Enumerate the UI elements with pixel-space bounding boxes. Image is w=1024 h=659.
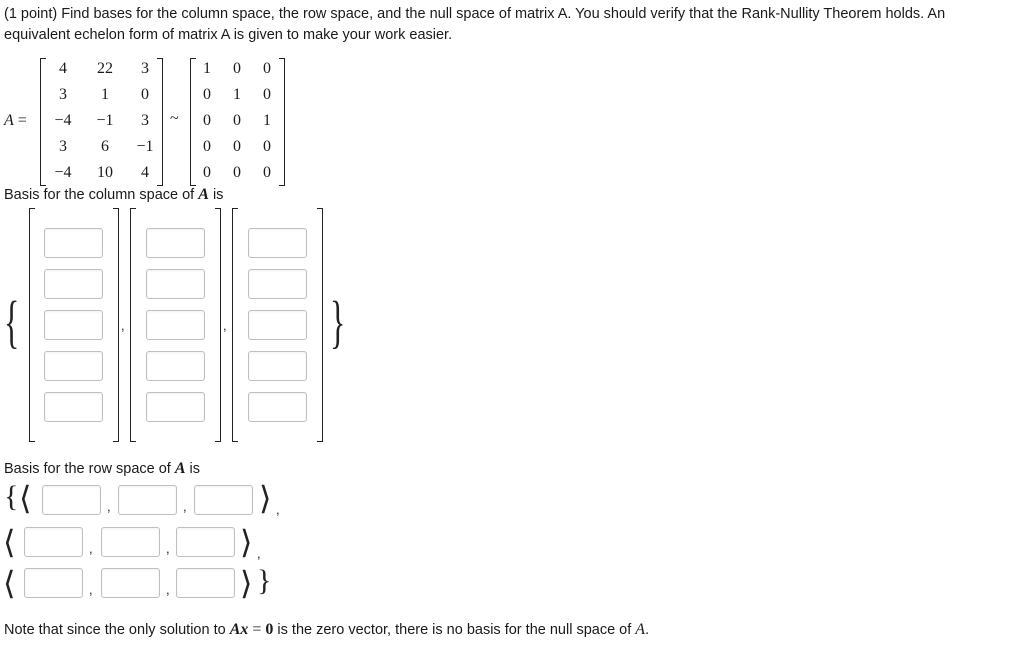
matrix-a-entry: 4: [59, 60, 67, 77]
column-vector-2-entry-1-input[interactable]: [146, 228, 205, 258]
matrix-a-entry: 1: [101, 86, 109, 103]
matrix-a-entry: 22: [97, 60, 113, 77]
row-vector-2-close-angle: ⟩: [240, 524, 253, 560]
echelon-entry: 0: [233, 112, 241, 129]
row-entry-separator: ,: [89, 582, 93, 597]
matrix-a-entry: 3: [141, 60, 149, 77]
row-vector-3-entry-3-input[interactable]: [176, 568, 235, 598]
echelon-entry: 0: [233, 138, 241, 155]
row-vector-separator: ,: [276, 502, 280, 517]
matrix-a-entry: −1: [96, 112, 114, 129]
null-space-note: Note that since the only solution to Ax = 0 is the zero vector, there is no basis for the null space of A.: [4, 621, 650, 638]
column-space-heading: Basis for the column space of A is: [4, 186, 224, 203]
row-vector-2-entry-1-input[interactable]: [24, 527, 83, 557]
echelon-entry: 0: [263, 138, 271, 155]
column-vector-3-entry-4-input[interactable]: [248, 351, 307, 381]
column-vector-3-right-bracket: [317, 208, 323, 442]
column-vector-1-entry-2-input[interactable]: [44, 269, 103, 299]
row-entry-separator: ,: [166, 582, 170, 597]
column-vector-2-entry-3-input[interactable]: [146, 310, 205, 340]
row-vector-1-open-angle: ⟨: [19, 480, 32, 516]
echelon-entry: 0: [233, 164, 241, 181]
row-entry-separator: ,: [183, 499, 187, 514]
column-vector-1-left-bracket: [29, 208, 35, 442]
row-vector-2-entry-2-input[interactable]: [101, 527, 160, 557]
column-vector-2-right-bracket: [215, 208, 221, 442]
column-vector-3-entry-3-input[interactable]: [248, 310, 307, 340]
column-vector-2-entry-4-input[interactable]: [146, 351, 205, 381]
matrix-a-label: A =: [4, 112, 27, 129]
echelon-entry: 0: [233, 60, 241, 77]
row-vector-3-entry-1-input[interactable]: [24, 568, 83, 598]
column-vector-3-entry-1-input[interactable]: [248, 228, 307, 258]
column-vector-3-entry-2-input[interactable]: [248, 269, 307, 299]
column-set-close-brace: }: [330, 289, 346, 354]
row-vector-1-entry-2-input[interactable]: [118, 485, 177, 515]
row-vector-3-open-angle: ⟨: [3, 565, 16, 601]
row-entry-separator: ,: [89, 541, 93, 556]
row-entry-separator: ,: [107, 499, 111, 514]
echelon-entry: 0: [263, 164, 271, 181]
column-vector-3-left-bracket: [232, 208, 238, 442]
column-set-open-brace: {: [4, 289, 20, 354]
echelon-left-bracket: [190, 58, 196, 186]
column-vector-1-entry-4-input[interactable]: [44, 351, 103, 381]
echelon-entry: 1: [233, 86, 241, 103]
echelon-entry: 0: [203, 86, 211, 103]
row-equivalent-symbol: ~: [170, 110, 179, 127]
row-vector-2-open-angle: ⟨: [3, 524, 16, 560]
matrix-a-entry: 10: [97, 164, 113, 181]
column-vector-3-entry-5-input[interactable]: [248, 392, 307, 422]
echelon-entry: 0: [203, 138, 211, 155]
echelon-entry: 1: [263, 112, 271, 129]
matrix-a-entry: −4: [54, 164, 72, 181]
equals-sign: =: [17, 112, 27, 129]
row-vector-1-close-angle: ⟩: [259, 480, 272, 516]
column-vector-2-left-bracket: [130, 208, 136, 442]
column-vector-separator: ,: [223, 318, 227, 333]
matrix-a-entry: 3: [59, 86, 67, 103]
column-vector-1-right-bracket: [113, 208, 119, 442]
matrix-a-entry: 6: [101, 138, 109, 155]
matrix-a-entry: 4: [141, 164, 149, 181]
echelon-entry: 0: [203, 164, 211, 181]
problem-statement: (1 point) Find bases for the column space, the row space, and the null space of matrix A. You should verify that the Rank-Nullity Theorem holds. An equivalent echelon form of matrix A is given to make your work easier.: [4, 6, 946, 43]
row-set-open-brace: {: [4, 480, 19, 513]
row-vector-separator: ,: [257, 546, 261, 561]
column-vector-2-entry-2-input[interactable]: [146, 269, 205, 299]
column-vector-1-entry-5-input[interactable]: [44, 392, 103, 422]
matrix-a-entry: 0: [141, 86, 149, 103]
row-vector-3-entry-2-input[interactable]: [101, 568, 160, 598]
matrix-a-entry: 3: [59, 138, 67, 155]
matrix-a-entry: −1: [136, 138, 154, 155]
matrix-a-entry: 3: [141, 112, 149, 129]
row-vector-1-entry-1-input[interactable]: [42, 485, 101, 515]
echelon-entry: 1: [203, 60, 211, 77]
echelon-entry: 0: [263, 86, 271, 103]
row-entry-separator: ,: [166, 541, 170, 556]
echelon-entry: 0: [263, 60, 271, 77]
row-set-close-brace: }: [257, 564, 272, 597]
column-vector-1-entry-1-input[interactable]: [44, 228, 103, 258]
row-vector-2-entry-3-input[interactable]: [176, 527, 235, 557]
row-vector-1-entry-3-input[interactable]: [194, 485, 253, 515]
echelon-right-bracket: [279, 58, 285, 186]
column-vector-2-entry-5-input[interactable]: [146, 392, 205, 422]
column-vector-separator: ,: [121, 318, 125, 333]
echelon-entry: 0: [203, 112, 211, 129]
row-space-heading: Basis for the row space of A is: [4, 460, 201, 477]
row-vector-3-close-angle: ⟩: [240, 565, 253, 601]
matrix-a-entry: −4: [54, 112, 72, 129]
column-vector-1-entry-3-input[interactable]: [44, 310, 103, 340]
